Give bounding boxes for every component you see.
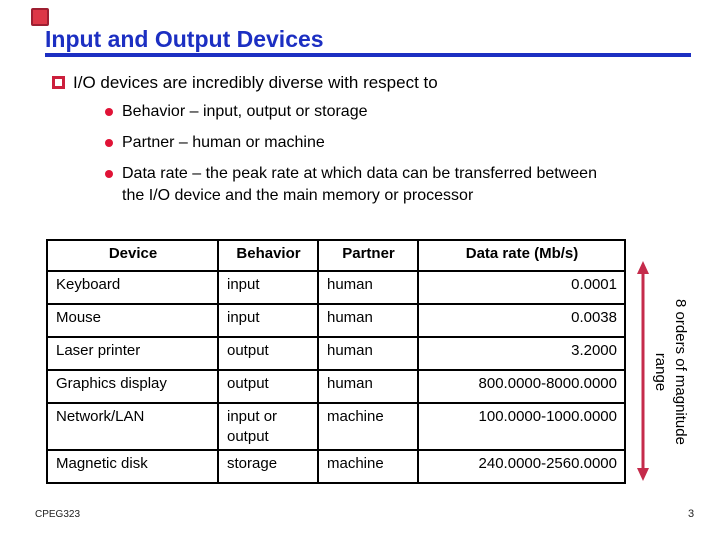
col-header-data-rate: Data rate (Mb/s) — [418, 240, 625, 271]
table-row-network-lan — [47, 403, 625, 450]
cell-data-rate: 240.0000-2560.0000 — [418, 450, 625, 483]
table-row-laser-printer — [47, 337, 625, 370]
cell-device: Network/LAN — [47, 403, 218, 450]
cell-device: Magnetic disk — [47, 450, 218, 483]
cell-data-rate: 800.0000-8000.0000 — [418, 370, 625, 403]
cell-behavior: storage — [218, 450, 318, 483]
table-row-keyboard — [47, 271, 625, 304]
cell-device: Keyboard — [47, 271, 218, 304]
cell-partner: human — [318, 337, 418, 370]
cell-data-rate: 100.0000-1000.0000 — [418, 403, 625, 450]
table-row-magnetic-disk — [47, 450, 625, 483]
cell-device: Mouse — [47, 304, 218, 337]
col-header-partner: Partner — [318, 240, 418, 271]
square-bullet-icon — [52, 76, 65, 89]
col-header-device: Device — [47, 240, 218, 271]
cell-behavior: output — [218, 337, 318, 370]
footer-course-code: CPEG323 — [35, 509, 81, 520]
cell-partner: machine — [318, 450, 418, 483]
cell-device: Laser printer — [47, 337, 218, 370]
cell-behavior: output — [218, 370, 318, 403]
range-annotation-line2: range — [652, 352, 669, 392]
cell-data-rate: 0.0001 — [418, 271, 625, 304]
bullet-text: I/O devices are incredibly diverse with respect to — [73, 73, 438, 92]
bullet-text: Data rate – the peak rate at which data can be transferred between the I/O device and the main memory or processor — [122, 165, 597, 204]
cell-behavior: input — [218, 271, 318, 304]
col-header-behavior: Behavior — [218, 240, 318, 271]
slide-number: 3 — [688, 508, 695, 520]
circle-bullet-icon — [105, 139, 113, 147]
cell-partner: human — [318, 304, 418, 337]
circle-bullet-icon — [105, 108, 113, 116]
cell-partner: machine — [318, 403, 418, 450]
cell-behavior: input — [218, 304, 318, 337]
bullet-item-behavior — [105, 101, 368, 123]
circle-bullet-icon — [105, 170, 113, 178]
bullet-text: Behavior – input, output or storage — [122, 103, 368, 120]
cell-partner: human — [318, 271, 418, 304]
cell-data-rate: 3.2000 — [418, 337, 625, 370]
table-header-row — [47, 240, 625, 271]
table-row-mouse — [47, 304, 625, 337]
io-devices-table — [46, 239, 626, 484]
bullet-item-main — [52, 72, 438, 94]
range-annotation — [650, 288, 690, 456]
cell-device: Graphics display — [47, 370, 218, 403]
slide-corner-marker — [31, 8, 49, 26]
cell-data-rate: 0.0038 — [418, 304, 625, 337]
range-annotation-line1: 8 orders of magnitude — [672, 299, 689, 445]
cell-behavior: input or output — [218, 403, 318, 450]
bullet-item-data-rate — [105, 163, 600, 207]
title-underline — [45, 53, 691, 57]
cell-partner: human — [318, 370, 418, 403]
bullet-text: Partner – human or machine — [122, 134, 325, 151]
bullet-item-partner — [105, 132, 325, 154]
table-row-graphics-display — [47, 370, 625, 403]
page-title: Input and Output Devices — [45, 26, 324, 52]
